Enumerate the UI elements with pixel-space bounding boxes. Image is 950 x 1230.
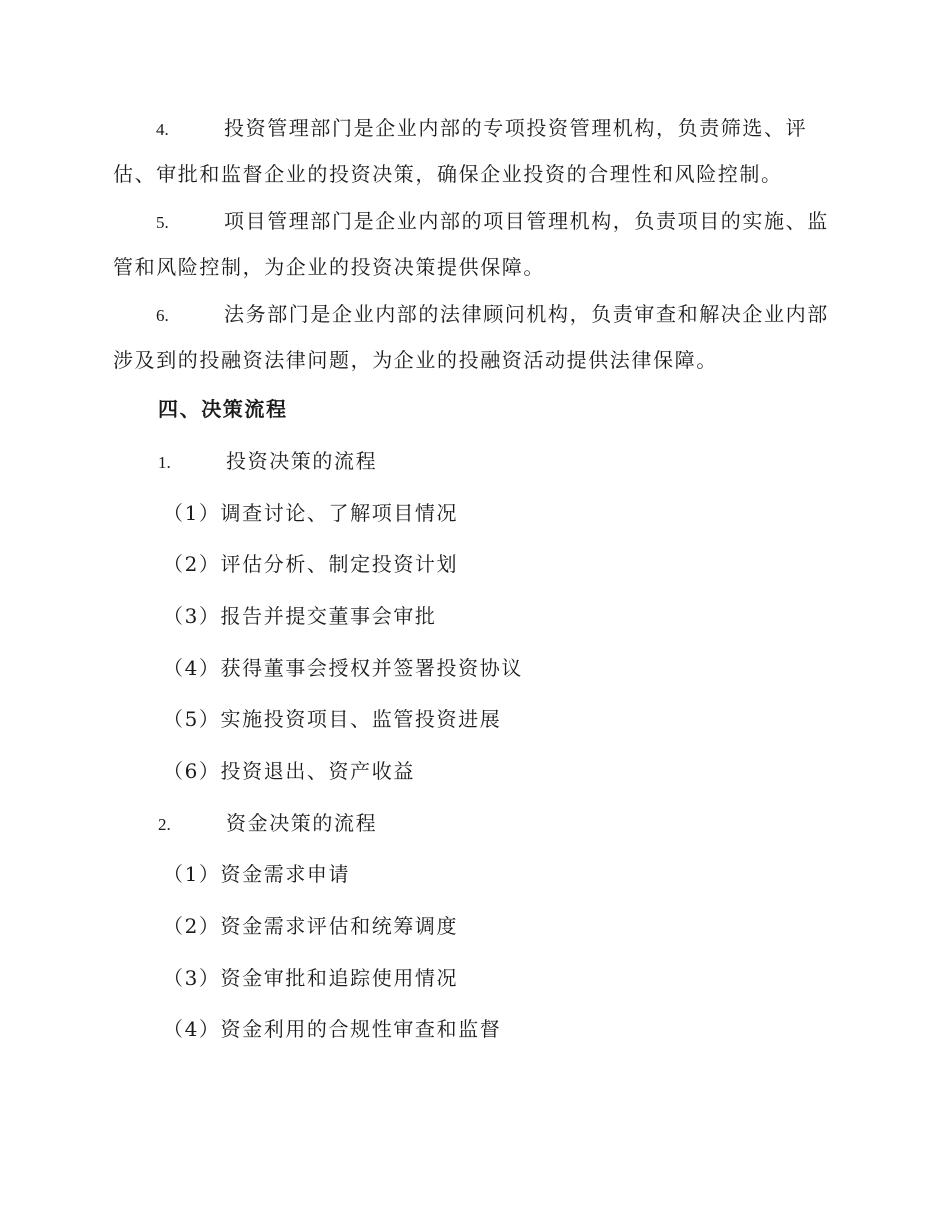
paragraph-project-management bbox=[113, 199, 837, 289]
process-step: （2）评估分析、制定投资计划 bbox=[163, 552, 459, 576]
section-heading: 四、决策流程 bbox=[158, 397, 288, 421]
process-step: （1）调查讨论、了解项目情况 bbox=[163, 501, 459, 525]
process-step: （1）资金需求申请 bbox=[163, 862, 351, 886]
paragraph-number: 5. bbox=[156, 213, 169, 232]
paragraph-text: 法务部门是企业内部的法律顾问机构，负责审查和解决企业内部涉及到的投融资法律问题，为企业的投融资活动提供法律保障。 bbox=[113, 302, 829, 372]
paragraph-text: 投资管理部门是企业内部的专项投资管理机构，负责筛选、评估、审批和监督企业的投资决策，确保企业投资的合理性和风险控制。 bbox=[113, 116, 808, 186]
process-title: 投资决策的流程 bbox=[226, 449, 378, 473]
process-number: 2. bbox=[158, 815, 171, 834]
process-step: （6）投资退出、资产收益 bbox=[163, 759, 415, 783]
paragraph-number: 4. bbox=[156, 120, 169, 139]
paragraph-number: 6. bbox=[156, 306, 169, 325]
process-step: （4）资金利用的合规性审查和监督 bbox=[163, 1017, 502, 1041]
process-step: （3）报告并提交董事会审批 bbox=[163, 604, 437, 628]
paragraph-legal-department bbox=[113, 292, 837, 382]
process-step: （5）实施投资项目、监管投资进展 bbox=[163, 707, 502, 731]
process-step: （2）资金需求评估和统筹调度 bbox=[163, 914, 459, 938]
paragraph-investment-management bbox=[113, 106, 837, 196]
process-step: （3）资金审批和追踪使用情况 bbox=[163, 966, 459, 990]
process-title-funding bbox=[158, 806, 377, 842]
process-title-investment bbox=[158, 444, 377, 480]
process-step: （4）获得董事会授权并签署投资协议 bbox=[163, 656, 523, 680]
process-title: 资金决策的流程 bbox=[226, 811, 378, 835]
paragraph-text: 项目管理部门是企业内部的项目管理机构，负责项目的实施、监管和风险控制，为企业的投资决策提供保障。 bbox=[113, 209, 829, 279]
process-number: 1. bbox=[158, 453, 171, 472]
